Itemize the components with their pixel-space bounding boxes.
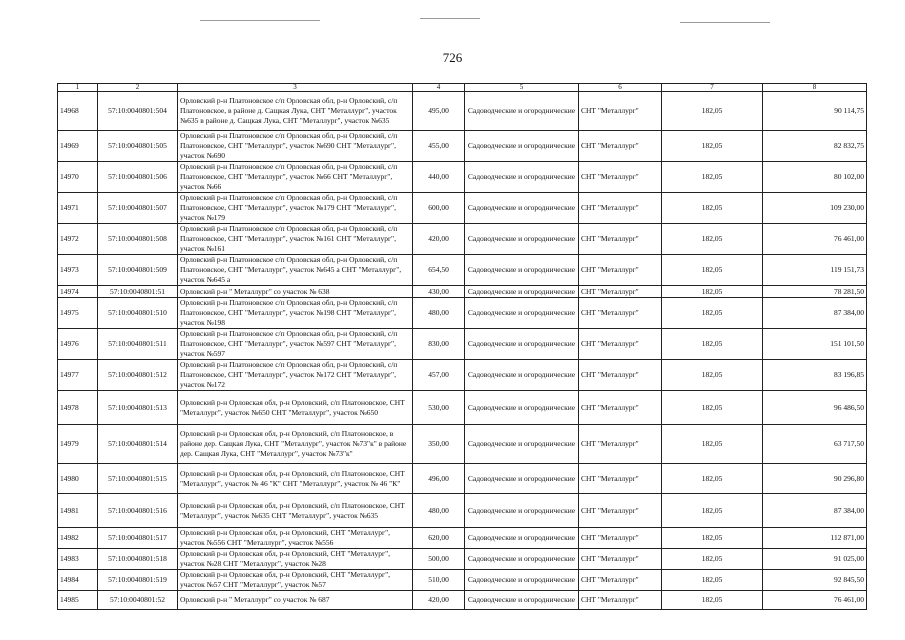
category-cell: Садоводческие и огороднические xyxy=(465,570,579,591)
area-cell: 350,00 xyxy=(413,425,465,464)
cadastral-value-cell: 87 384,00 xyxy=(763,298,867,329)
cadastral-value-cell: 78 281,50 xyxy=(763,286,867,298)
cadastral-number: 57:10:0040801:516 xyxy=(98,494,178,528)
category-cell: Садоводческие и огороднические xyxy=(465,224,579,255)
column-header: 4 xyxy=(413,84,465,92)
table-row xyxy=(58,464,867,494)
cadastral-number: 57:10:0040801:513 xyxy=(98,391,178,425)
rate-cell: 182,05 xyxy=(662,92,763,131)
column-header: 7 xyxy=(662,84,763,92)
area-cell: 480,00 xyxy=(413,494,465,528)
address-cell: Орловский р-н Платоновское с/п Орловская обл, р-н Орловский, с/п Платоновское, СНТ "Металлург", участок №597 СНТ "Металлург", участок №597 xyxy=(178,329,413,360)
row-number: 14983 xyxy=(58,549,98,570)
category-cell: Садоводческие и огороднические xyxy=(465,494,579,528)
cadastral-number: 57:10:0040801:517 xyxy=(98,528,178,549)
row-number: 14976 xyxy=(58,329,98,360)
address-cell: Орловский р-н Платоновское с/п Орловская обл, р-н Орловский, с/п Платоновское, СНТ "Металлург", участок №690 СНТ "Металлург", участок №690 xyxy=(178,131,413,162)
rate-cell: 182,05 xyxy=(662,591,763,610)
scan-artifact-line xyxy=(680,22,770,23)
table-row xyxy=(58,391,867,425)
address-cell: Орловский р-н Платоновское с/п Орловская обл, р-н Орловский, с/п Платоновское, СНТ "Металлург", участок №198 СНТ "Металлург", участок №198 xyxy=(178,298,413,329)
area-cell: 654,50 xyxy=(413,255,465,286)
rate-cell: 182,05 xyxy=(662,298,763,329)
category-cell: Садоводческие и огороднические xyxy=(465,298,579,329)
cadastral-value-cell: 76 461,00 xyxy=(763,591,867,610)
row-number: 14971 xyxy=(58,193,98,224)
cadastral-number: 57:10:0040801:506 xyxy=(98,162,178,193)
rate-cell: 182,05 xyxy=(662,549,763,570)
area-cell: 496,00 xyxy=(413,464,465,494)
cadastral-number: 57:10:0040801:518 xyxy=(98,549,178,570)
table-row xyxy=(58,193,867,224)
cadastral-value-cell: 91 025,00 xyxy=(763,549,867,570)
area-cell: 530,00 xyxy=(413,391,465,425)
snt-cell: СНТ "Металлург" xyxy=(579,92,662,131)
column-header: 2 xyxy=(98,84,178,92)
area-cell: 420,00 xyxy=(413,591,465,610)
snt-cell: СНТ "Металлург" xyxy=(579,570,662,591)
address-cell: Орловский р-н Орловская обл, р-н Орловский, с/п Платоновское, в районе дер. Сащкая Лука, СНТ "Металлург", участок №73"к" в районе дер. Сащкая Лука, СНТ "Металлург", участок №73"к" xyxy=(178,425,413,464)
cadastral-number: 57:10:0040801:514 xyxy=(98,425,178,464)
cadastral-number: 57:10:0040801:511 xyxy=(98,329,178,360)
scan-artifact-line xyxy=(200,20,320,21)
rate-cell: 182,05 xyxy=(662,360,763,391)
cadastral-value-cell: 119 151,73 xyxy=(763,255,867,286)
column-header: 5 xyxy=(465,84,579,92)
cadastral-number: 57:10:0040801:504 xyxy=(98,92,178,131)
page-number: 726 xyxy=(442,50,463,65)
area-cell: 455,00 xyxy=(413,131,465,162)
row-number: 14975 xyxy=(58,298,98,329)
address-cell: Орловский р-н Платоновское с/п Орловская обл, р-н Орловский, с/п Платоновское, в районе д. Сащкая Лука, СНТ "Металлург", участок №635 в районе д. Сащкая Лука, СНТ "Металлург", участок №635 xyxy=(178,92,413,131)
cadastral-value-cell: 151 101,50 xyxy=(763,329,867,360)
area-cell: 430,00 xyxy=(413,286,465,298)
table-row xyxy=(58,425,867,464)
area-cell: 480,00 xyxy=(413,298,465,329)
address-cell: Орловский р-н Орловская обл, р-н Орловский, СНТ "Металлург", участок №57 СНТ "Металлург", участок №57 xyxy=(178,570,413,591)
table-row xyxy=(58,131,867,162)
snt-cell: СНТ "Металлург" xyxy=(579,360,662,391)
row-number: 14984 xyxy=(58,570,98,591)
row-number: 14977 xyxy=(58,360,98,391)
snt-cell: СНТ "Металлург" xyxy=(579,131,662,162)
area-cell: 620,00 xyxy=(413,528,465,549)
row-number: 14969 xyxy=(58,131,98,162)
address-cell: Орловский р-н Орловская обл, р-н Орловский, с/п Платоновское, СНТ "Металлург", участок № 46 "К" СНТ "Металлург", участок № 46 "К" xyxy=(178,464,413,494)
area-cell: 600,00 xyxy=(413,193,465,224)
cadastral-number: 57:10:0040801:508 xyxy=(98,224,178,255)
land-registry-table xyxy=(57,83,867,610)
snt-cell: СНТ "Металлург" xyxy=(579,255,662,286)
rate-cell: 182,05 xyxy=(662,391,763,425)
cadastral-value-cell: 80 102,00 xyxy=(763,162,867,193)
table-row xyxy=(58,528,867,549)
rate-cell: 182,05 xyxy=(662,528,763,549)
cadastral-value-cell: 82 832,75 xyxy=(763,131,867,162)
table-row xyxy=(58,286,867,298)
row-number: 14980 xyxy=(58,464,98,494)
category-cell: Садоводческие и огороднические xyxy=(465,162,579,193)
address-cell: Орловский р-н Платоновское с/п Орловская обл, р-н Орловский, с/п Платоновское, СНТ "Металлург", участок №645 а СНТ "Металлург", участок №645 а xyxy=(178,255,413,286)
column-header: 6 xyxy=(579,84,662,92)
rate-cell: 182,05 xyxy=(662,162,763,193)
cadastral-number: 57:10:0040801:512 xyxy=(98,360,178,391)
cadastral-value-cell: 87 384,00 xyxy=(763,494,867,528)
table-row xyxy=(58,549,867,570)
cadastral-value-cell: 76 461,00 xyxy=(763,224,867,255)
table-row xyxy=(58,255,867,286)
row-number: 14985 xyxy=(58,591,98,610)
address-cell: Орловский р-н Платоновское с/п Орловская обл, р-н Орловский, с/п Платоновское, СНТ "Металлург", участок №66 СНТ "Металлург", участок №66 xyxy=(178,162,413,193)
category-cell: Садоводческие и огороднические xyxy=(465,92,579,131)
area-cell: 440,00 xyxy=(413,162,465,193)
category-cell: Садоводческие и огороднические xyxy=(465,131,579,162)
table-row xyxy=(58,162,867,193)
rate-cell: 182,05 xyxy=(662,255,763,286)
row-number: 14972 xyxy=(58,224,98,255)
cadastral-number: 57:10:0040801:507 xyxy=(98,193,178,224)
table-row xyxy=(58,329,867,360)
snt-cell: СНТ "Металлург" xyxy=(579,286,662,298)
rate-cell: 182,05 xyxy=(662,570,763,591)
snt-cell: СНТ "Металлург" xyxy=(579,528,662,549)
snt-cell: СНТ "Металлург" xyxy=(579,162,662,193)
rate-cell: 182,05 xyxy=(662,224,763,255)
category-cell: Садоводческие и огороднические xyxy=(465,193,579,224)
cadastral-value-cell: 109 230,00 xyxy=(763,193,867,224)
address-cell: Орловский р-н Платоновское с/п Орловская обл, р-н Орловский, с/п Платоновское, СНТ "Металлург", участок №179 СНТ "Металлург", участок №179 xyxy=(178,193,413,224)
cadastral-value-cell: 90 296,80 xyxy=(763,464,867,494)
area-cell: 495,00 xyxy=(413,92,465,131)
snt-cell: СНТ "Металлург" xyxy=(579,425,662,464)
table-header-row xyxy=(58,84,867,92)
snt-cell: СНТ "Металлург" xyxy=(579,298,662,329)
row-number: 14981 xyxy=(58,494,98,528)
table-row xyxy=(58,591,867,610)
table-row xyxy=(58,298,867,329)
row-number: 14968 xyxy=(58,92,98,131)
row-number: 14970 xyxy=(58,162,98,193)
category-cell: Садоводческие и огороднические xyxy=(465,255,579,286)
table-row xyxy=(58,494,867,528)
cadastral-value-cell: 96 486,50 xyxy=(763,391,867,425)
snt-cell: СНТ "Металлург" xyxy=(579,591,662,610)
cadastral-value-cell: 112 871,00 xyxy=(763,528,867,549)
scan-artifact-line xyxy=(420,18,480,19)
rate-cell: 182,05 xyxy=(662,286,763,298)
address-cell: Орловский р-н Орловская обл, р-н Орловский, с/п Платоновское, СНТ "Металлург", участок №635 СНТ "Металлург", участок №635 xyxy=(178,494,413,528)
snt-cell: СНТ "Металлург" xyxy=(579,464,662,494)
address-cell: Орловский р-н Платоновское с/п Орловская обл, р-н Орловский, с/п Платоновское, СНТ "Металлург", участок №172 СНТ "Металлург", участок №172 xyxy=(178,360,413,391)
cadastral-value-cell: 83 196,85 xyxy=(763,360,867,391)
category-cell: Садоводческие и огороднические xyxy=(465,591,579,610)
snt-cell: СНТ "Металлург" xyxy=(579,549,662,570)
column-header: 1 xyxy=(58,84,98,92)
cadastral-number: 57:10:0040801:505 xyxy=(98,131,178,162)
column-header: 3 xyxy=(178,84,413,92)
address-cell: Орловский р-н Орловская обл, р-н Орловский, с/п Платоновское, СНТ "Металлург", участок №650 СНТ "Металлург", участок №650 xyxy=(178,391,413,425)
category-cell: Садоводческие и огороднические xyxy=(465,391,579,425)
cadastral-value-cell: 90 114,75 xyxy=(763,92,867,131)
area-cell: 457,00 xyxy=(413,360,465,391)
address-cell: Орловский р-н Орловская обл, р-н Орловский, СНТ "Металлург", участок №28 СНТ "Металлург", участок №28 xyxy=(178,549,413,570)
table-row xyxy=(58,92,867,131)
cadastral-number: 57:10:0040801:52 xyxy=(98,591,178,610)
area-cell: 500,00 xyxy=(413,549,465,570)
rate-cell: 182,05 xyxy=(662,425,763,464)
rate-cell: 182,05 xyxy=(662,329,763,360)
category-cell: Садоводческие и огороднические xyxy=(465,329,579,360)
row-number: 14974 xyxy=(58,286,98,298)
category-cell: Садоводческие и огороднические xyxy=(465,528,579,549)
category-cell: Садоводческие и огороднические xyxy=(465,360,579,391)
category-cell: Садоводческие и огороднические xyxy=(465,425,579,464)
snt-cell: СНТ "Металлург" xyxy=(579,391,662,425)
cadastral-number: 57:10:0040801:510 xyxy=(98,298,178,329)
snt-cell: СНТ "Металлург" xyxy=(579,224,662,255)
address-cell: Орловский р-н " Металлург" со участок № 687 xyxy=(178,591,413,610)
table-row xyxy=(58,360,867,391)
area-cell: 420,00 xyxy=(413,224,465,255)
row-number: 14982 xyxy=(58,528,98,549)
cadastral-number: 57:10:0040801:515 xyxy=(98,464,178,494)
cadastral-number: 57:10:0040801:509 xyxy=(98,255,178,286)
cadastral-number: 57:10:0040801:51 xyxy=(98,286,178,298)
snt-cell: СНТ "Металлург" xyxy=(579,329,662,360)
row-number: 14973 xyxy=(58,255,98,286)
cadastral-value-cell: 92 845,50 xyxy=(763,570,867,591)
cadastral-number: 57:10:0040801:519 xyxy=(98,570,178,591)
address-cell: Орловский р-н Орловская обл, р-н Орловский, СНТ "Металлург", участок №556 СНТ "Металлург", участок №556 xyxy=(178,528,413,549)
category-cell: Садоводческие и огороднические xyxy=(465,549,579,570)
area-cell: 830,00 xyxy=(413,329,465,360)
column-header: 8 xyxy=(763,84,867,92)
snt-cell: СНТ "Металлург" xyxy=(579,494,662,528)
row-number: 14979 xyxy=(58,425,98,464)
rate-cell: 182,05 xyxy=(662,464,763,494)
rate-cell: 182,05 xyxy=(662,131,763,162)
address-cell: Орловский р-н " Металлург" со участок № 638 xyxy=(178,286,413,298)
cadastral-value-cell: 63 717,50 xyxy=(763,425,867,464)
table-row xyxy=(58,570,867,591)
rate-cell: 182,05 xyxy=(662,494,763,528)
row-number: 14978 xyxy=(58,391,98,425)
category-cell: Садоводческие и огороднические xyxy=(465,464,579,494)
category-cell: Садоводческие и огороднические xyxy=(465,286,579,298)
table-row xyxy=(58,224,867,255)
address-cell: Орловский р-н Платоновское с/п Орловская обл, р-н Орловский, с/п Платоновское, СНТ "Металлург", участок №161 СНТ "Металлург", участок №161 xyxy=(178,224,413,255)
area-cell: 510,00 xyxy=(413,570,465,591)
snt-cell: СНТ "Металлург" xyxy=(579,193,662,224)
rate-cell: 182,05 xyxy=(662,193,763,224)
